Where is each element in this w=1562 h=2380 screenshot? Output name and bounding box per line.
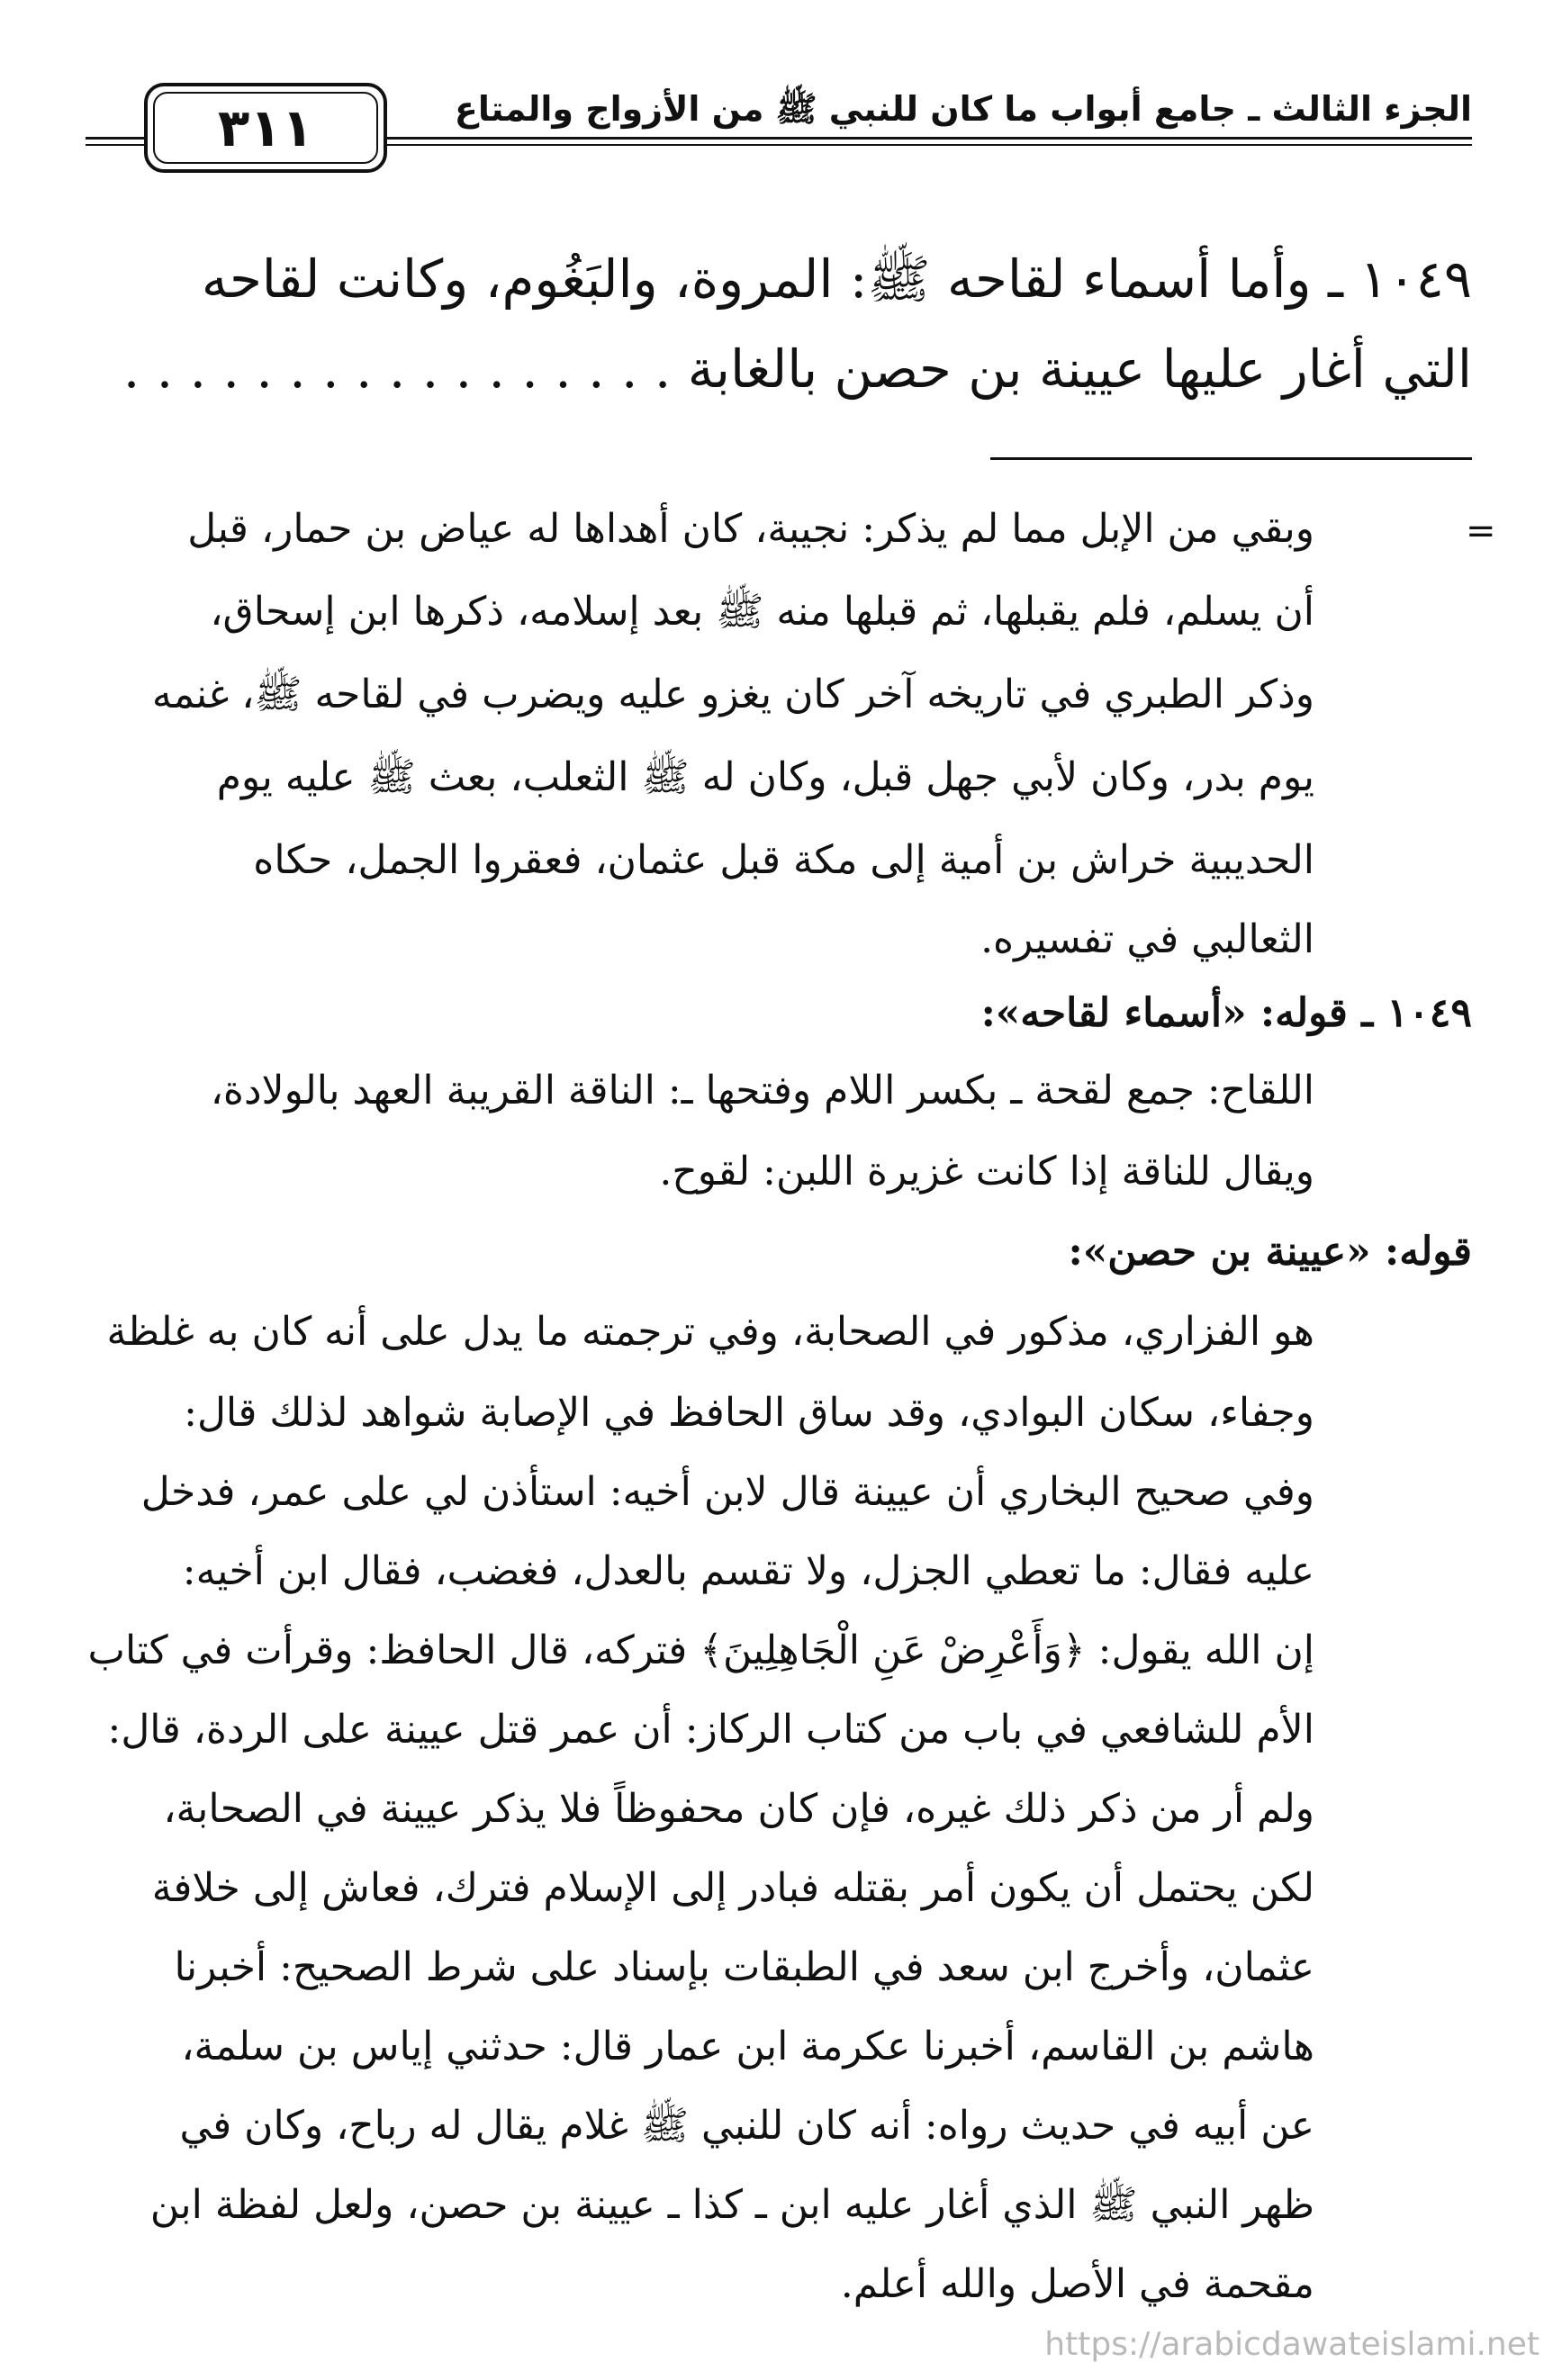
note-line: الحديبية خراش بن أمية إلى مكة قبل عثمان، فعقروا الجمل، حكاه bbox=[253, 837, 1314, 883]
note-line: وبقي من الإبل مما لم يذكر: نجيبة، كان أهداها له عياض بن حمار، قبل bbox=[187, 506, 1314, 552]
note-line: لكن يحتمل أن يكون أمر بقتله فبادر إلى الإسلام فترك، فعاش إلى خلافة bbox=[151, 1865, 1314, 1911]
running-header bbox=[86, 83, 1472, 158]
note-line: وجفاء، سكان البوادي، وقد ساق الحافظ في الإصابة شواهد لذلك قال: bbox=[184, 1390, 1314, 1436]
page-number-frame bbox=[144, 83, 387, 173]
commentary-heading: ١٠٤٩ ـ قوله: «أسماء لقاحه»: bbox=[980, 990, 1472, 1036]
note-line: مقحمة في الأصل والله أعلم. bbox=[840, 2261, 1314, 2307]
footnote-separator bbox=[990, 457, 1472, 460]
note-line: هو الفزاري، مذكور في الصحابة، وفي ترجمته ما يدل على أنه كان به غلظة bbox=[106, 1309, 1314, 1355]
note-line: عليه فقال: ما تعطي الجزل، ولا تقسم بالعدل، فغضب، فقال ابن أخيه: bbox=[182, 1548, 1314, 1594]
note-line: وذكر الطبري في تاريخه آخر كان يغزو عليه ويضرب في لقاحه ﷺ، غنمه bbox=[151, 672, 1314, 717]
note-line: وفي صحيح البخاري أن عيينة قال لابن أخيه: استأذن لي على عمر، فدخل bbox=[140, 1469, 1314, 1515]
note-line: أن يسلم، فلم يقبلها، ثم قبلها منه ﷺ بعد إسلامه، ذكرها ابن إسحاق، bbox=[210, 589, 1314, 635]
running-header-title: الجزء الثالث ـ جامع أبواب ما كان للنبي ﷺ من الأزواج والمتاع bbox=[442, 85, 1472, 133]
note-line: عن أبيه في حديث رواه: أنه كان للنبي ﷺ غلام يقال له رباح، وكان في bbox=[179, 2103, 1314, 2149]
note-line: ويقال للناقة إذا كانت غزيرة اللبن: لقوح. bbox=[659, 1149, 1314, 1195]
note-line: يوم بدر، وكان لأبي جهل قبل، وكان له ﷺ الثعلب، بعث ﷺ عليه يوم bbox=[216, 754, 1314, 800]
footnote-continuation-mark: = bbox=[1466, 510, 1496, 552]
note-line: الثعالبي في تفسيره. bbox=[980, 916, 1314, 962]
note-line: عثمان، وأخرج ابن سعد في الطبقات بإسناد على شرط الصحيح: أخبرنا bbox=[174, 1944, 1314, 1990]
note-line: هاشم بن القاسم، أخبرنا عكرمة ابن عمار قال: حدثني إياس بن سلمة، bbox=[181, 2024, 1314, 2069]
note-line: ظهر النبي ﷺ الذي أغار عليه ابن ـ كذا ـ عيينة بن حصن، ولعل لفظة ابن bbox=[149, 2182, 1314, 2228]
note-line: ولم أر من ذكر ذلك غيره، فإن كان محفوظاً فلا يذكر عيينة في الصحابة، bbox=[163, 1786, 1314, 1832]
watermark-url: https://arabicdawateislami.net bbox=[1044, 2326, 1539, 2363]
note-line: اللقاح: جمع لقحة ـ بكسر اللام وفتحها ـ: الناقة القريبة العهد بالولادة، bbox=[210, 1068, 1314, 1113]
main-entry-line-2: التي أغار عليها عيينة بن حصن بالغابة . . . . . . . . . . . . . . . . . bbox=[122, 338, 1472, 400]
note-line: إن الله يقول: ﴿وَأَعْرِضْ عَنِ الْجَاهِلِينَ﴾ فتركه، قال الحافظ: وقرأت في كتاب bbox=[87, 1627, 1314, 1673]
commentary-heading: قوله: «عيينة بن حصن»: bbox=[1068, 1229, 1472, 1275]
main-entry-line-1: ١٠٤٩ ـ وأما أسماء لقاحه ﷺ: المروة، والبَغُوم، وكانت لقاحه bbox=[201, 248, 1472, 310]
note-line: الأم للشافعي في باب من كتاب الركاز: أن عمر قتل عيينة على الردة، قال: bbox=[107, 1707, 1314, 1753]
page-number: ٣١١ bbox=[217, 97, 314, 158]
